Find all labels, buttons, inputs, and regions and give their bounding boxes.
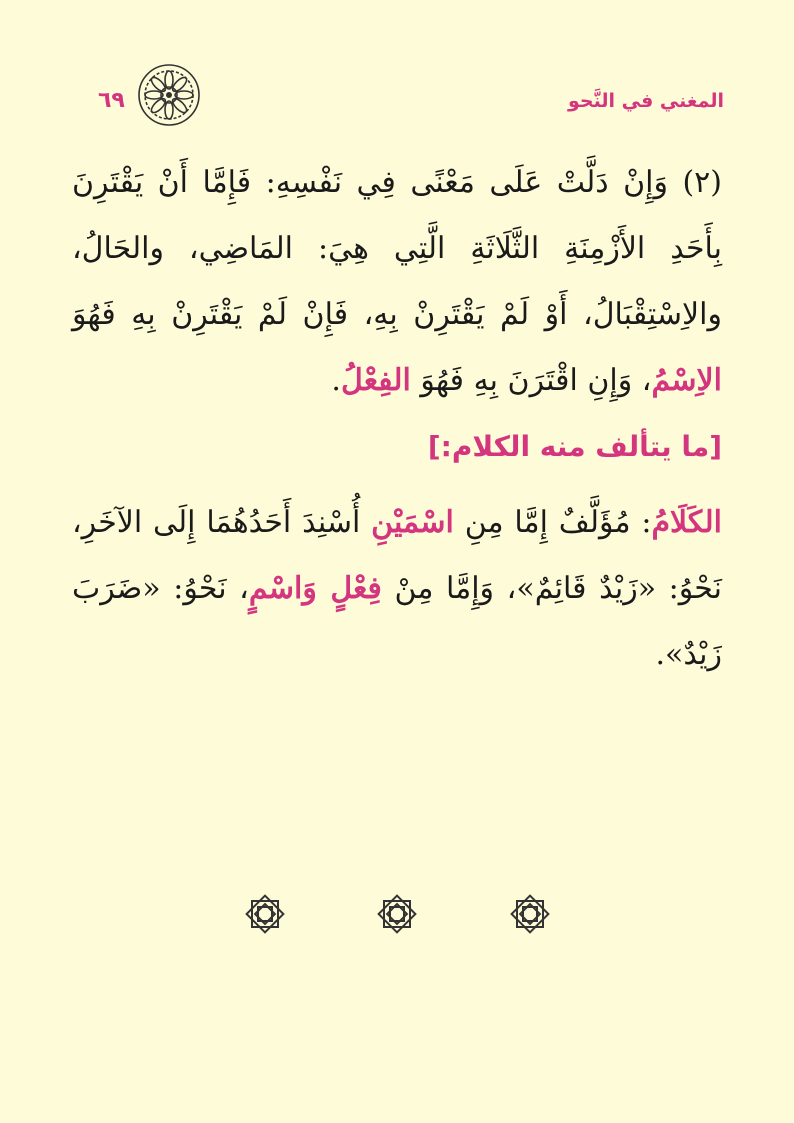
page-number: ٦٩ <box>98 88 125 113</box>
rosette-ornament-icon <box>136 62 202 128</box>
knot-ornament-icon <box>241 890 289 938</box>
knot-ornament-icon <box>373 890 421 938</box>
term-kalam: الكَلَامُ <box>651 505 722 540</box>
paragraph-text: (٢) وَإِنْ دَلَّتْ عَلَى مَعْنًى فِي نَفْسِهِ: فَإِمَّا أَنْ يَقْتَرِنَ بِأَحَدِ الأَزْمِنَةِ الثَّلَاثَةِ الَّتِي هِيَ: المَاضِي، والحَالُ، والاِسْتِقْبَالُ، أَوْ لَمْ يَقْتَرِنْ بِهِ، فَإِنْ لَمْ يَقْتَرِنْ بِهِ فَهُوَ <box>72 165 722 332</box>
paragraph-kalam <box>72 490 722 688</box>
paragraph-text: أُسْنِدَ أَحَدُهُمَا إِلَى الآخَرِ، نَحْوُ: «زَيْدٌ قَائِمٌ»، وَإِمَّا مِنْ <box>72 505 722 606</box>
paragraph-text: ، نَحْوُ: «ضَرَبَ زَيْدٌ». <box>72 571 722 672</box>
term-ismayn: اسْمَيْنِ <box>371 505 454 540</box>
knot-ornament-icon <box>506 890 554 938</box>
paragraph-text: . <box>331 363 341 398</box>
section-heading: [ما يتألف منه الكلام:] <box>427 430 722 463</box>
page-header <box>70 62 724 138</box>
book-title: المغني في النَّحو <box>568 90 724 112</box>
footer-ornaments <box>0 890 794 940</box>
paragraph-word-types <box>72 150 722 414</box>
paragraph-text: ، وَإِنِ اقْتَرَنَ بِهِ فَهُوَ <box>420 363 652 398</box>
term-fil: الفِعْلُ <box>340 363 411 398</box>
term-fil-ism: فِعْلٍ وَاسْمٍ <box>248 571 382 606</box>
term-ism: الاِسْمُ <box>651 363 722 398</box>
paragraph-text: : مُؤَلَّفٌ إِمَّا مِنِ <box>464 505 652 540</box>
